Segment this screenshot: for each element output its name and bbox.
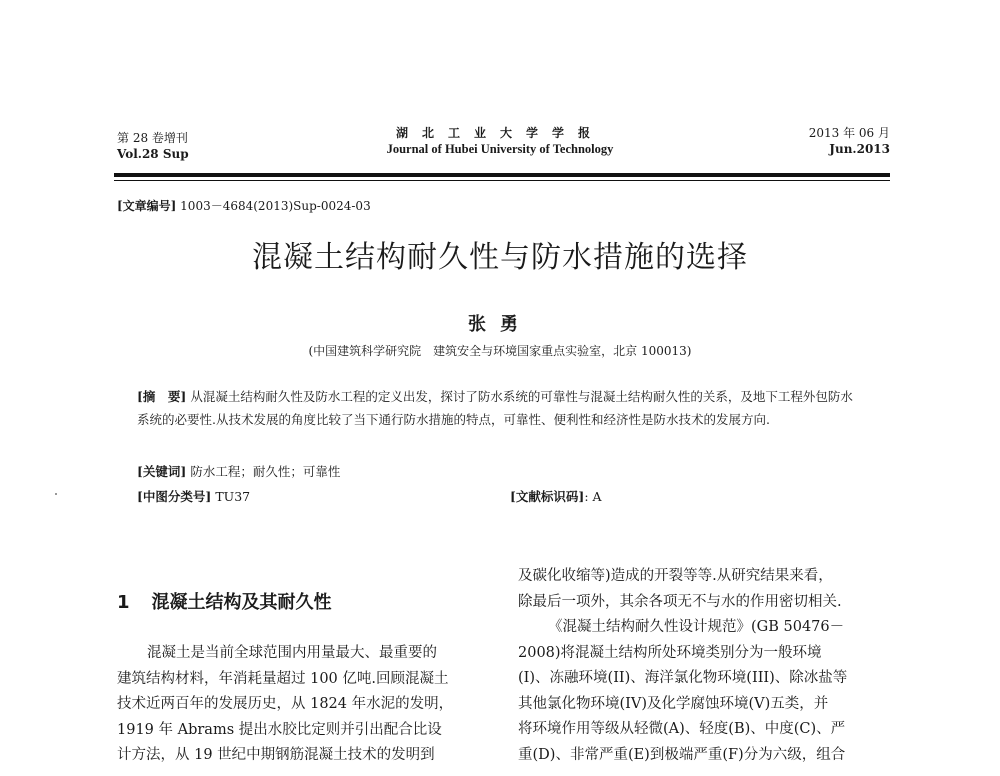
abstract-text: 从混凝土结构耐久性及防水工程的定义出发，探讨了防水系统的可靠性与混凝土结构耐久性的关系，及地下工程外包防水系统的必要性.从技术发展的角度比较了当下通行防水措施的特点，可靠性、便利性和经济性是防水技术的发展方向. [137, 389, 853, 427]
body-line: (I)、冻融环境(II)、海洋氯化物环境(III)、除冰盐等 [518, 670, 848, 686]
paper-author: 张勇 [468, 314, 532, 335]
header-volume-en: Vol.28 Sup [117, 147, 189, 161]
left-column [117, 641, 453, 769]
author-affiliation: (中国建筑科学研究院 建筑安全与环境国家重点实验室，北京 100013) [308, 344, 692, 358]
keywords [137, 462, 340, 480]
body-line: 及碳化收缩等)造成的开裂等等.从研究结果来看， [518, 568, 833, 584]
article-number-label: [文章编号] [117, 199, 177, 213]
journal-name-en: Journal of Hubei University of Technology [386, 142, 614, 156]
body-line: 混凝土是当前全球范围内用量最大、最重要的 [147, 645, 437, 661]
document-code [510, 487, 602, 505]
header-volume-cn: 第 28 卷增刊 [117, 131, 188, 145]
body-line: 《混凝土结构耐久性设计规范》(GB 50476－ [548, 619, 845, 635]
body-line: 将环境作用等级从轻微(A)、轻度(B)、中度(C)、严 [518, 721, 846, 737]
body-line: 其他氯化物环境(IV)及化学腐蚀环境(V)五类，并 [518, 695, 829, 712]
body-line: 除最后一项外，其余各项无不与水的作用密切相关. [518, 593, 842, 610]
keywords-value: 防水工程；耐久性；可靠性 [186, 464, 341, 479]
body-line: 计方法，从 19 世纪中期钢筋混凝土技术的发明到 [117, 747, 435, 763]
body-line: 重(D)、非常严重(E)到极端严重(F)分为六级，组合 [518, 746, 846, 763]
body-line: 建筑结构材料，年消耗量超过 100 亿吨.回顾混凝土 [117, 670, 449, 687]
section-title: 混凝土结构及其耐久性 [151, 592, 332, 613]
scan-speck [55, 493, 57, 495]
document-code-value: : A [584, 489, 602, 504]
header-rule-thin [114, 180, 890, 181]
header-rule-thick [114, 173, 890, 177]
header-date [809, 125, 890, 157]
body-line: 1919 年 Abrams 提出水胶比定则并引出配合比设 [117, 721, 442, 738]
article-number [117, 197, 371, 214]
abstract [137, 385, 865, 431]
classification-number [137, 487, 250, 505]
paper-title: 混凝土结构耐久性与防水措施的选择 [252, 240, 748, 275]
right-column [518, 564, 847, 768]
section-number: 1 [117, 592, 130, 613]
classification-value: TU37 [211, 489, 251, 504]
body-line: 技术近两百年的发展历史，从 1824 年水泥的发明， [117, 696, 454, 712]
header-date-cn: 2013 年 06 月 [808, 126, 890, 140]
journal-name-cn: 湖北工业大学学报 [395, 126, 604, 140]
abstract-label: [摘 要] [137, 389, 187, 404]
keywords-label: [关键词] [137, 464, 187, 479]
classification-label: [中图分类号] [137, 489, 212, 504]
article-number-value: 1003－4684(2013)Sup-0024-03 [176, 199, 371, 213]
header-date-en: Jun.2013 [829, 142, 890, 156]
body-line: 2008)将混凝土结构所处环境类别分为一般环境 [518, 644, 822, 661]
document-code-label: [文献标识码] [510, 489, 585, 504]
section-heading [117, 588, 332, 614]
